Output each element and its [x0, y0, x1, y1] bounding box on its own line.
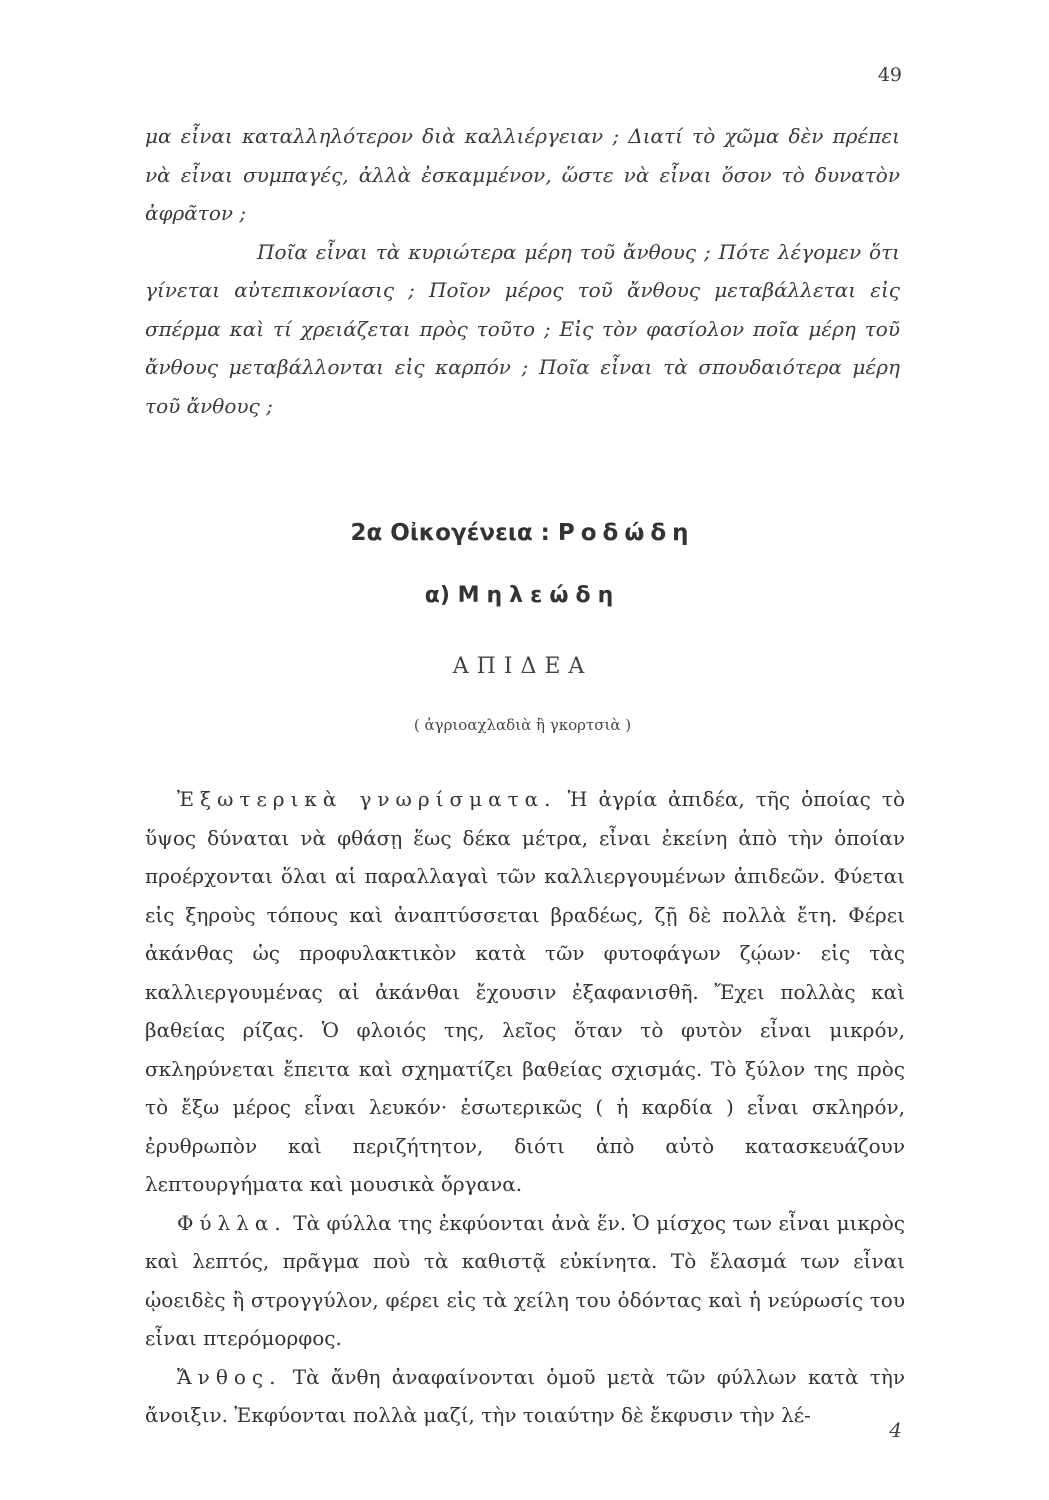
page-number: 49 [877, 64, 902, 86]
paragraph-external-features [145, 780, 905, 1204]
question-paragraph: μα εἶναι καταλληλότερον διὰ καλλιέργειαν ; Διατί τὸ χῶμα δὲν πρέπει νὰ εἶναι συμπαγές, ἀλλὰ ἐσκαμμένον, ὥστε νὰ εἶναι ὅσον τὸ δυνατὸν ἀφρᾶτον ; [145, 124, 900, 225]
paragraph-leaves [145, 1204, 905, 1358]
subfamily-heading [145, 583, 900, 608]
signature-number: 4 [889, 1418, 902, 1442]
family-prefix: 2α Οἰκογένεια : [350, 520, 550, 546]
review-questions [145, 117, 900, 425]
subfamily-name: Μηλεώδη [457, 583, 621, 608]
species-heading: ΑΠΙΔΕΑ [452, 654, 593, 679]
common-name: ( ἀγριοαχλαδιὰ ἢ γκορτσιὰ ) [413, 716, 632, 734]
paragraph-lead: Ἄνθος. [177, 1364, 282, 1389]
family-name: Ροδώδη [557, 520, 695, 546]
paragraph-lead: Φύλλα. [177, 1210, 287, 1235]
body-text [145, 780, 905, 1435]
family-heading [145, 520, 900, 546]
paragraph-lead: Ἐξωτερικὰ γνωρίσματα. [177, 787, 557, 811]
paragraph-text: Τὰ φύλλα της ἐκφύονται ἀνὰ ἕν. Ὁ μίσχος των εἶναι μικρὸς καὶ λεπτός, πρᾶγμα ποὺ τὰ καθιστᾷ εὐκίνητα. Τὸ ἔλασμά των εἶναι ᾠοειδὲς ἢ στρογγύλον, φέρει εἰς τὰ χείλη του ὀδόντας καὶ ἡ νεύρωσίς του εἶναι πτερόμορφος. [145, 1210, 906, 1350]
subfamily-prefix: α) [424, 583, 450, 608]
paragraph-text: Ἡ ἀγρία ἀπιδέα, τῆς ὁποίας τὸ ὕψος δύναται νὰ φθάσῃ ἕως δέκα μέτρα, εἶναι ἐκείνη ἀπὸ τὴν ὁποίαν προέρχονται ὅλαι αἱ παραλλαγαὶ τῶν καλλιεργουμένων ἀπιδεῶν. Φύεται εἰς ξηροὺς τόπους καὶ ἀναπτύσσεται βραδέως, ζῇ δὲ πολλὰ ἔτη. Φέρει ἀκάνθας ὡς προφυλακτικὸν κατὰ τῶν φυτοφάγων ζῴων· εἰς τὰς καλλιεργουμένας αἱ ἀκάνθαι ἔχουσιν ἐξαφανισθῆ. Ἔχει πολλὰς καὶ βαθείας ρίζας. Ὁ φλοιός της, λεῖος ὅταν τὸ φυτὸν εἶναι μικρόν, σκληρύνεται ἔπειτα καὶ σχηματίζει βαθείας σχισμάς. Τὸ ξύλον της πρὸς τὸ ἔξω μέρος εἶναι λευκόν· ἐσωτερικῶς ( ἡ καρδία ) εἶναι σκληρόν, ἐρυθρωπὸν καὶ περιζήτητον, διότι ἀπὸ αὐτὸ κατασκευάζουν λεπτουργήματα καὶ μουσικὰ ὄργανα. [145, 787, 905, 1196]
paragraph-text: Τὰ ἄνθη ἀναφαίνονται ὁμοῦ μετὰ τῶν φύλλων κατὰ τὴν ἄνοιξιν. Ἐκφύονται πολλὰ μαζί, τὴν τοιαύτην δὲ ἔκφυσιν τὴν λέ- [145, 1364, 905, 1427]
paragraph-flower [145, 1358, 905, 1435]
question-paragraph: Ποῖα εἶναι τὰ κυριώτερα μέρη τοῦ ἄνθους ; Πότε λέγομεν ὅτι γίνεται αὐτεπικονίασις ; Ποῖον μέρος τοῦ ἄνθους μεταβάλλεται εἰς σπέρμα καὶ τί χρειάζεται πρὸς τοῦτο ; Εἰς τὸν φασίολον ποῖα μέρη τοῦ ἄνθους μεταβάλλονται εἰς καρπόν ; Ποῖα εἶναι τὰ σπουδαιότερα μέρη τοῦ ἄνθους ; [145, 239, 900, 418]
